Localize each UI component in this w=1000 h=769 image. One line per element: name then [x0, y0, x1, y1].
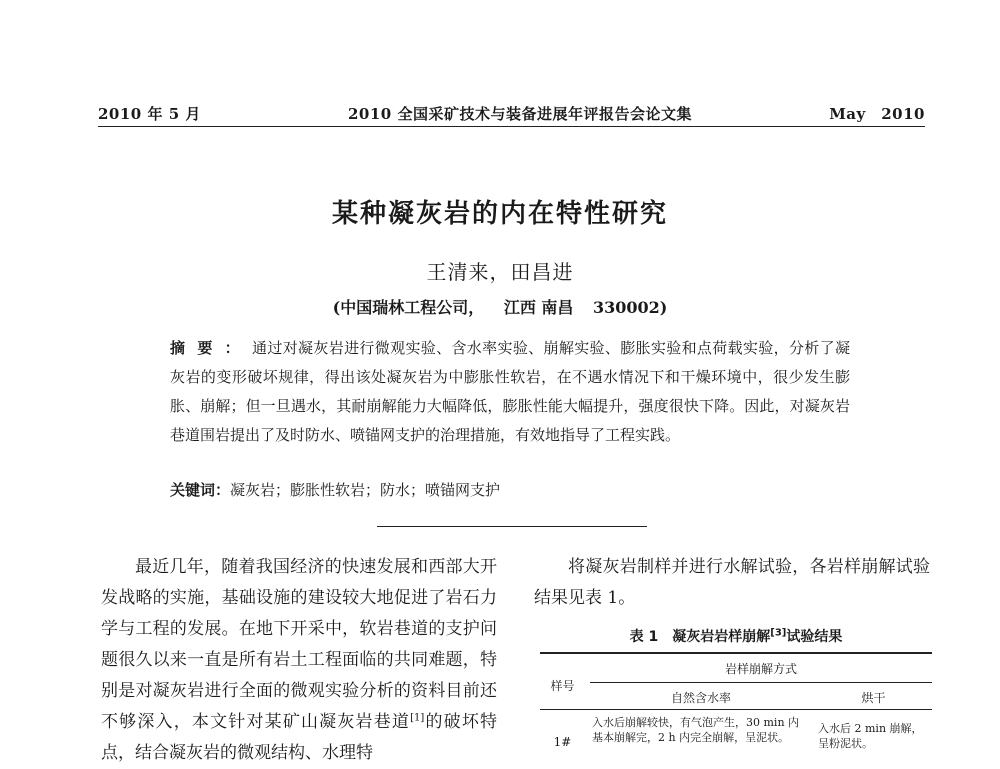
table-row-dry: 入水后 2 min 崩解，呈粉泥状。: [818, 722, 923, 750]
table-header-group: 岩样崩解方式: [724, 662, 797, 676]
abstract-label: 摘要：: [170, 339, 253, 357]
abstract-separator-rule: [377, 526, 647, 527]
table-header-dry: 烘干: [861, 691, 886, 705]
running-header-date-en: May 2010: [829, 105, 925, 123]
table-header-natural: 自然含水率: [670, 691, 731, 705]
body-column-left: [101, 552, 497, 769]
table-caption-suffix: 试验结果: [786, 629, 843, 645]
keywords-label: 关键词：: [170, 481, 231, 499]
table-top-rule: [540, 652, 932, 654]
keywords: [170, 479, 850, 500]
table-header-rule: [540, 709, 932, 710]
affiliation-org: (中国瑞林工程公司，: [332, 298, 485, 317]
table-group-rule: [590, 682, 932, 683]
paper-affiliation: [0, 295, 1000, 318]
table-caption: [540, 626, 932, 646]
abstract-text: 通过对凝灰岩进行微观实验、含水率实验、崩解实验、膨胀实验和点荷载实验，分析了凝灰岩的变形破坏规律，得出该处凝灰岩为中膨胀性软岩，在不遇水情况下和干燥环境中，很少发生膨胀、崩解；但一旦遇水，其耐崩解能力大幅降低，膨胀性能大幅提升，强度很快下降。因此，对凝灰岩巷道围岩提出了及时防水、喷锚网支护的治理措施，有效地指导了工程实践。: [170, 339, 850, 444]
table-row-sample: 1#: [553, 735, 572, 749]
keywords-text: 凝灰岩；膨胀性软岩；防水；喷锚网支护: [230, 481, 501, 499]
affiliation-zip: 330002): [592, 298, 668, 317]
paper-authors: 王清来，田昌进: [426, 260, 574, 284]
body-column-right: 将凝灰岩制样并进行水解试验，各岩样崩解试验结果见表 1。: [534, 557, 930, 608]
affiliation-city: 江西 南昌: [503, 298, 574, 317]
table-caption-prefix: 表 1 凝灰岩岩样崩解: [629, 629, 771, 645]
running-header-date-cn: 2010 年 5 月: [98, 105, 201, 123]
paper-title: 某种凝灰岩的内在特性研究: [331, 199, 668, 229]
body-left-text-1: 最近几年，随着我国经济的快速发展和西部大开发战略的实施，基础设施的建设较大地促进了岩石力学与工程的发展。在地下开采中，软岩巷道的支护问题很久以来一直是所有岩土工程面临的共同难题，特别是对凝灰岩进行全面的微观实验分析的资料目前还不够深入，本文针对某矿山凝灰岩巷道: [101, 557, 497, 732]
table-caption-ref: [3]: [770, 627, 787, 639]
citation-ref-1: [1]: [410, 712, 425, 724]
table-row-natural: 入水后崩解较快，有气泡产生，30 min 内基本崩解完，2 h 内完全崩解，呈泥状。: [592, 716, 800, 744]
table-header-sample: 样号: [550, 679, 575, 693]
body-left-text-2: 的破坏特点，结合凝灰岩的微观结构、水理特: [101, 712, 498, 763]
abstract: [170, 334, 850, 450]
running-header-proceedings: 2010 全国采矿技术与装备进展年评报告会论文集: [348, 105, 692, 123]
header-rule: [98, 126, 925, 127]
